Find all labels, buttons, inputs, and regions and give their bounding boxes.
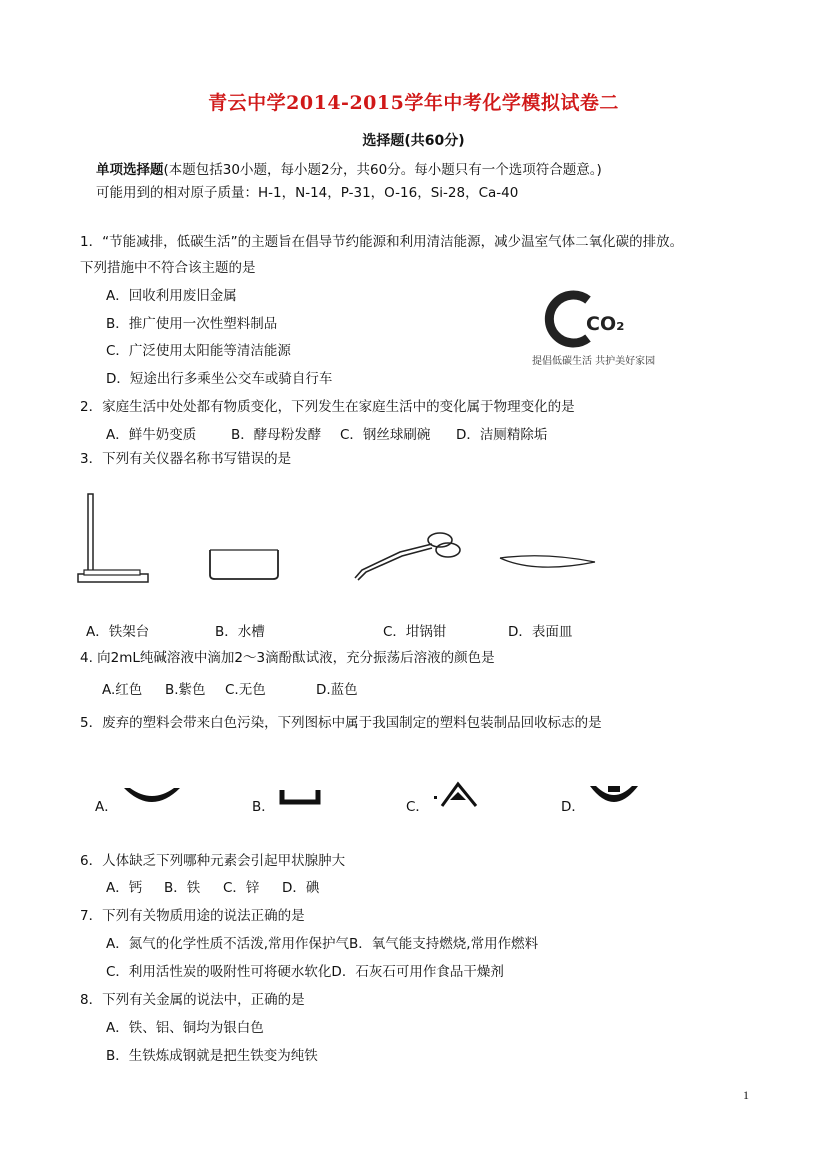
q1-option-c: C．广泛使用太阳能等清洁能源 — [106, 343, 291, 359]
q3-option-b: B．水槽 — [215, 624, 265, 640]
symbol-b-icon — [278, 786, 328, 810]
page-title: 青云中学2014-2015学年中考化学模拟试卷二 — [208, 92, 619, 114]
q4-option-c: C.无色 — [225, 682, 266, 698]
q6-option-a: A．钙 — [106, 880, 143, 896]
q1-option-a: A．回收利用废旧金属 — [106, 288, 237, 304]
symbol-d-icon — [586, 784, 646, 808]
q7-stem: 7．下列有关物质用途的说法正确的是 — [80, 908, 305, 924]
q3-option-d: D．表面皿 — [508, 624, 573, 640]
logo-caption: 提倡低碳生活 共护美好家园 — [532, 356, 656, 367]
q3-stem: 3．下列有关仪器名称书写错误的是 — [80, 451, 292, 467]
instructions — [96, 158, 602, 178]
q8-option-a: A．铁、铝、铜均为银白色 — [106, 1020, 264, 1036]
q7-options-line2: C．利用活性炭的吸附性可将硬水软化D．石灰石可用作食品干燥剂 — [106, 964, 504, 980]
q6-stem: 6．人体缺乏下列哪种元素会引起甲状腺肿大 — [80, 853, 346, 869]
iron-stand-icon — [70, 490, 160, 590]
q6-option-d: D．碘 — [282, 880, 320, 896]
q1-option-b: B．推广使用一次性塑料制品 — [106, 316, 278, 332]
q2-option-d: D．洁厕精除垢 — [456, 427, 548, 443]
q5-option-c: C． — [406, 799, 429, 815]
q5-option-b: B． — [252, 799, 275, 815]
atomic-masses: 可能用到的相对原子质量：H-1，N-14，P-31，O-16，Si-28，Ca-40 — [96, 185, 519, 201]
q2-option-b: B．酵母粉发酵 — [231, 427, 322, 443]
q4-option-b: B.紫色 — [165, 682, 206, 698]
q2-stem: 2．家庭生活中处处都有物质变化，下列发生在家庭生活中的变化属于物理变化的是 — [80, 399, 575, 415]
q2-option-c: C．钢丝球刷碗 — [340, 427, 431, 443]
q1-stem-line2: 下列措施中不符合该主题的是 — [80, 260, 256, 276]
q5-option-a: A． — [95, 799, 118, 815]
q3-option-a: A．铁架台 — [86, 624, 150, 640]
q4-option-a: A.红色 — [102, 682, 143, 698]
q5-option-d: D． — [561, 799, 585, 815]
q4-option-d: D.蓝色 — [316, 682, 358, 698]
q1-option-d: D．短途出行多乘坐公交车或骑自行车 — [106, 371, 333, 387]
q5-stem: 5．废弃的塑料会带来白色污染，下列图标中属于我国制定的塑料包装制品回收标志的是 — [80, 715, 602, 731]
q6-option-b: B．铁 — [164, 880, 201, 896]
symbol-c-icon — [430, 782, 490, 810]
q8-stem: 8．下列有关金属的说法中，正确的是 — [80, 992, 305, 1008]
q6-option-c: C．锌 — [223, 880, 260, 896]
watch-glass-icon — [495, 550, 605, 580]
q2-option-a: A．鲜牛奶变质 — [106, 427, 197, 443]
logo-co2-text: CO₂ — [586, 313, 625, 335]
q8-option-b: B．生铁炼成钢就是把生铁变为纯铁 — [106, 1048, 318, 1064]
q1-stem-line1: 1．“节能减排，低碳生活”的主题旨在倡导节约能源和利用清洁能源，减少温室气体二氧化碳的排放。 — [80, 234, 684, 250]
water-trough-icon — [205, 545, 285, 585]
instructions-label: 单项选择题 — [96, 162, 164, 178]
crucible-tongs-icon — [350, 530, 465, 585]
instructions-text: (本题包括30小题，每小题2分，共60分。每小题只有一个选项符合题意。) — [163, 162, 602, 178]
section-title: 选择题(共60分) — [362, 133, 465, 149]
q4-stem: 4. 向2mL纯碱溶液中滴加2～3滴酚酞试液，充分振荡后溶液的颜色是 — [80, 650, 495, 666]
low-carbon-logo — [528, 288, 668, 368]
page-number: 1 — [743, 1088, 749, 1102]
symbol-a-icon — [122, 786, 182, 812]
q7-options-line1: A．氮气的化学性质不活泼,常用作保护气B．氧气能支持燃烧,常用作燃料 — [106, 936, 539, 952]
q3-option-c: C．坩锅钳 — [383, 624, 447, 640]
